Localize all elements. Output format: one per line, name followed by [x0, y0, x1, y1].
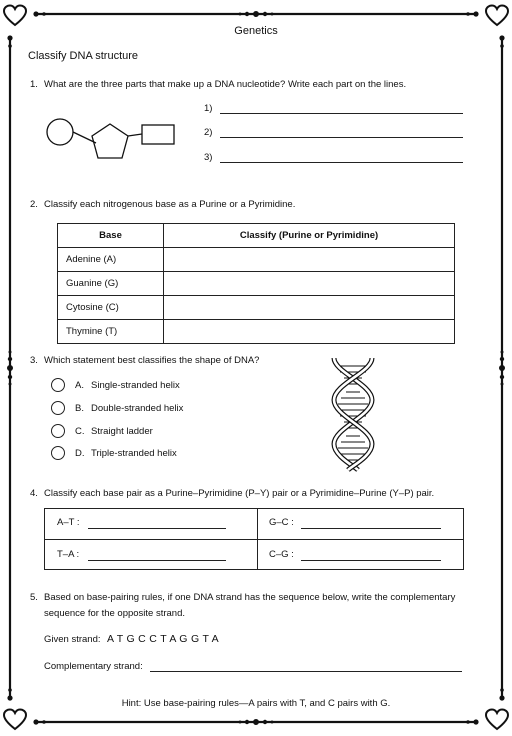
q5-text-line1: Based on base-pairing rules, if one DNA strand has the sequence below, write the complementary: [44, 592, 456, 603]
option-d-letter: D.: [75, 448, 85, 459]
table-row: [58, 320, 455, 344]
hint-text: Hint: Use base-pairing rules—A pairs with T, and C pairs with G.: [121, 698, 391, 709]
given-strand-sequence: A T G C C T A G G T A: [107, 633, 219, 645]
pair-answer-line-gc[interactable]: [301, 528, 441, 529]
section-title: Classify DNA structure: [28, 50, 139, 62]
q1-answer-line-1[interactable]: [220, 113, 463, 114]
option-c-radio[interactable]: [51, 424, 65, 438]
option-c-label: Straight ladder: [91, 426, 153, 437]
pair-label-at: A–T :: [57, 517, 80, 528]
q3-text: Which statement best classifies the shape of DNA?: [44, 355, 260, 366]
table-cell-base: Cytosine (C): [58, 296, 164, 320]
table-cell-base: Guanine (G): [58, 272, 164, 296]
table-row: [58, 248, 455, 272]
pair-answer-line-at[interactable]: [88, 528, 226, 529]
q1-line-label-3: 3): [204, 152, 213, 163]
table-cell-answer[interactable]: [164, 320, 455, 344]
heart-icon: [2, 708, 28, 732]
table-cell-answer[interactable]: [164, 296, 455, 320]
q2-text: Classify each nitrogenous base as a Purine or a Pyrimidine.: [44, 199, 296, 210]
complementary-answer-line[interactable]: [150, 671, 462, 672]
table-header-row: [58, 224, 455, 248]
q1-answer-line-3[interactable]: [220, 162, 463, 163]
pair-box-divider: [257, 509, 258, 569]
table-cell-base: Adenine (A): [58, 248, 164, 272]
option-b-label: Double-stranded helix: [91, 403, 184, 414]
complementary-strand-label: Complementary strand:: [44, 661, 143, 672]
q5-number: 5.: [30, 592, 38, 603]
table-cell-answer[interactable]: [164, 272, 455, 296]
table-header-base: Base: [58, 224, 164, 248]
table-row: [58, 296, 455, 320]
q1-answer-line-2[interactable]: [220, 137, 463, 138]
option-d-label: Triple-stranded helix: [91, 448, 177, 459]
option-a-radio[interactable]: [51, 378, 65, 392]
q2-number: 2.: [30, 199, 38, 210]
q3-number: 3.: [30, 355, 38, 366]
option-b-radio[interactable]: [51, 401, 65, 415]
pair-label-gc: G–C :: [269, 517, 294, 528]
option-a-label: Single-stranded helix: [91, 380, 180, 391]
pair-label-cg: C–G :: [269, 549, 294, 560]
pair-label-ta: T–A :: [57, 549, 80, 560]
q4-text: Classify each base pair as a Purine–Pyrimidine (P–Y) pair or a Pyrimidine–Purine (Y–P) pair.: [44, 488, 435, 499]
table-cell-answer[interactable]: [164, 248, 455, 272]
pair-box-divider: [45, 539, 463, 540]
q1-number: 1.: [30, 79, 38, 90]
option-a-letter: A.: [75, 380, 84, 391]
page-title: Genetics: [234, 25, 278, 37]
given-strand-label: Given strand:: [44, 634, 101, 645]
option-c-letter: C.: [75, 426, 85, 437]
option-d-radio[interactable]: [51, 446, 65, 460]
heart-icon: [484, 708, 510, 732]
q4-number: 4.: [30, 488, 38, 499]
dna-helix-icon: [328, 356, 378, 472]
table-cell-base: Thymine (T): [58, 320, 164, 344]
base-classification-table: [57, 223, 455, 344]
table-header-classify: Classify (Purine or Pyrimidine): [164, 224, 455, 248]
nucleotide-diagram-icon: [44, 112, 178, 166]
q5-text-line2: sequence for the opposite strand.: [44, 608, 186, 619]
pair-answer-line-cg[interactable]: [301, 560, 441, 561]
q1-line-label-1: 1): [204, 103, 213, 114]
q1-line-label-2: 2): [204, 127, 213, 138]
option-b-letter: B.: [75, 403, 84, 414]
table-row: [58, 272, 455, 296]
q1-text: What are the three parts that make up a DNA nucleotide? Write each part on the lines.: [44, 79, 407, 90]
pair-answer-line-ta[interactable]: [88, 560, 226, 561]
